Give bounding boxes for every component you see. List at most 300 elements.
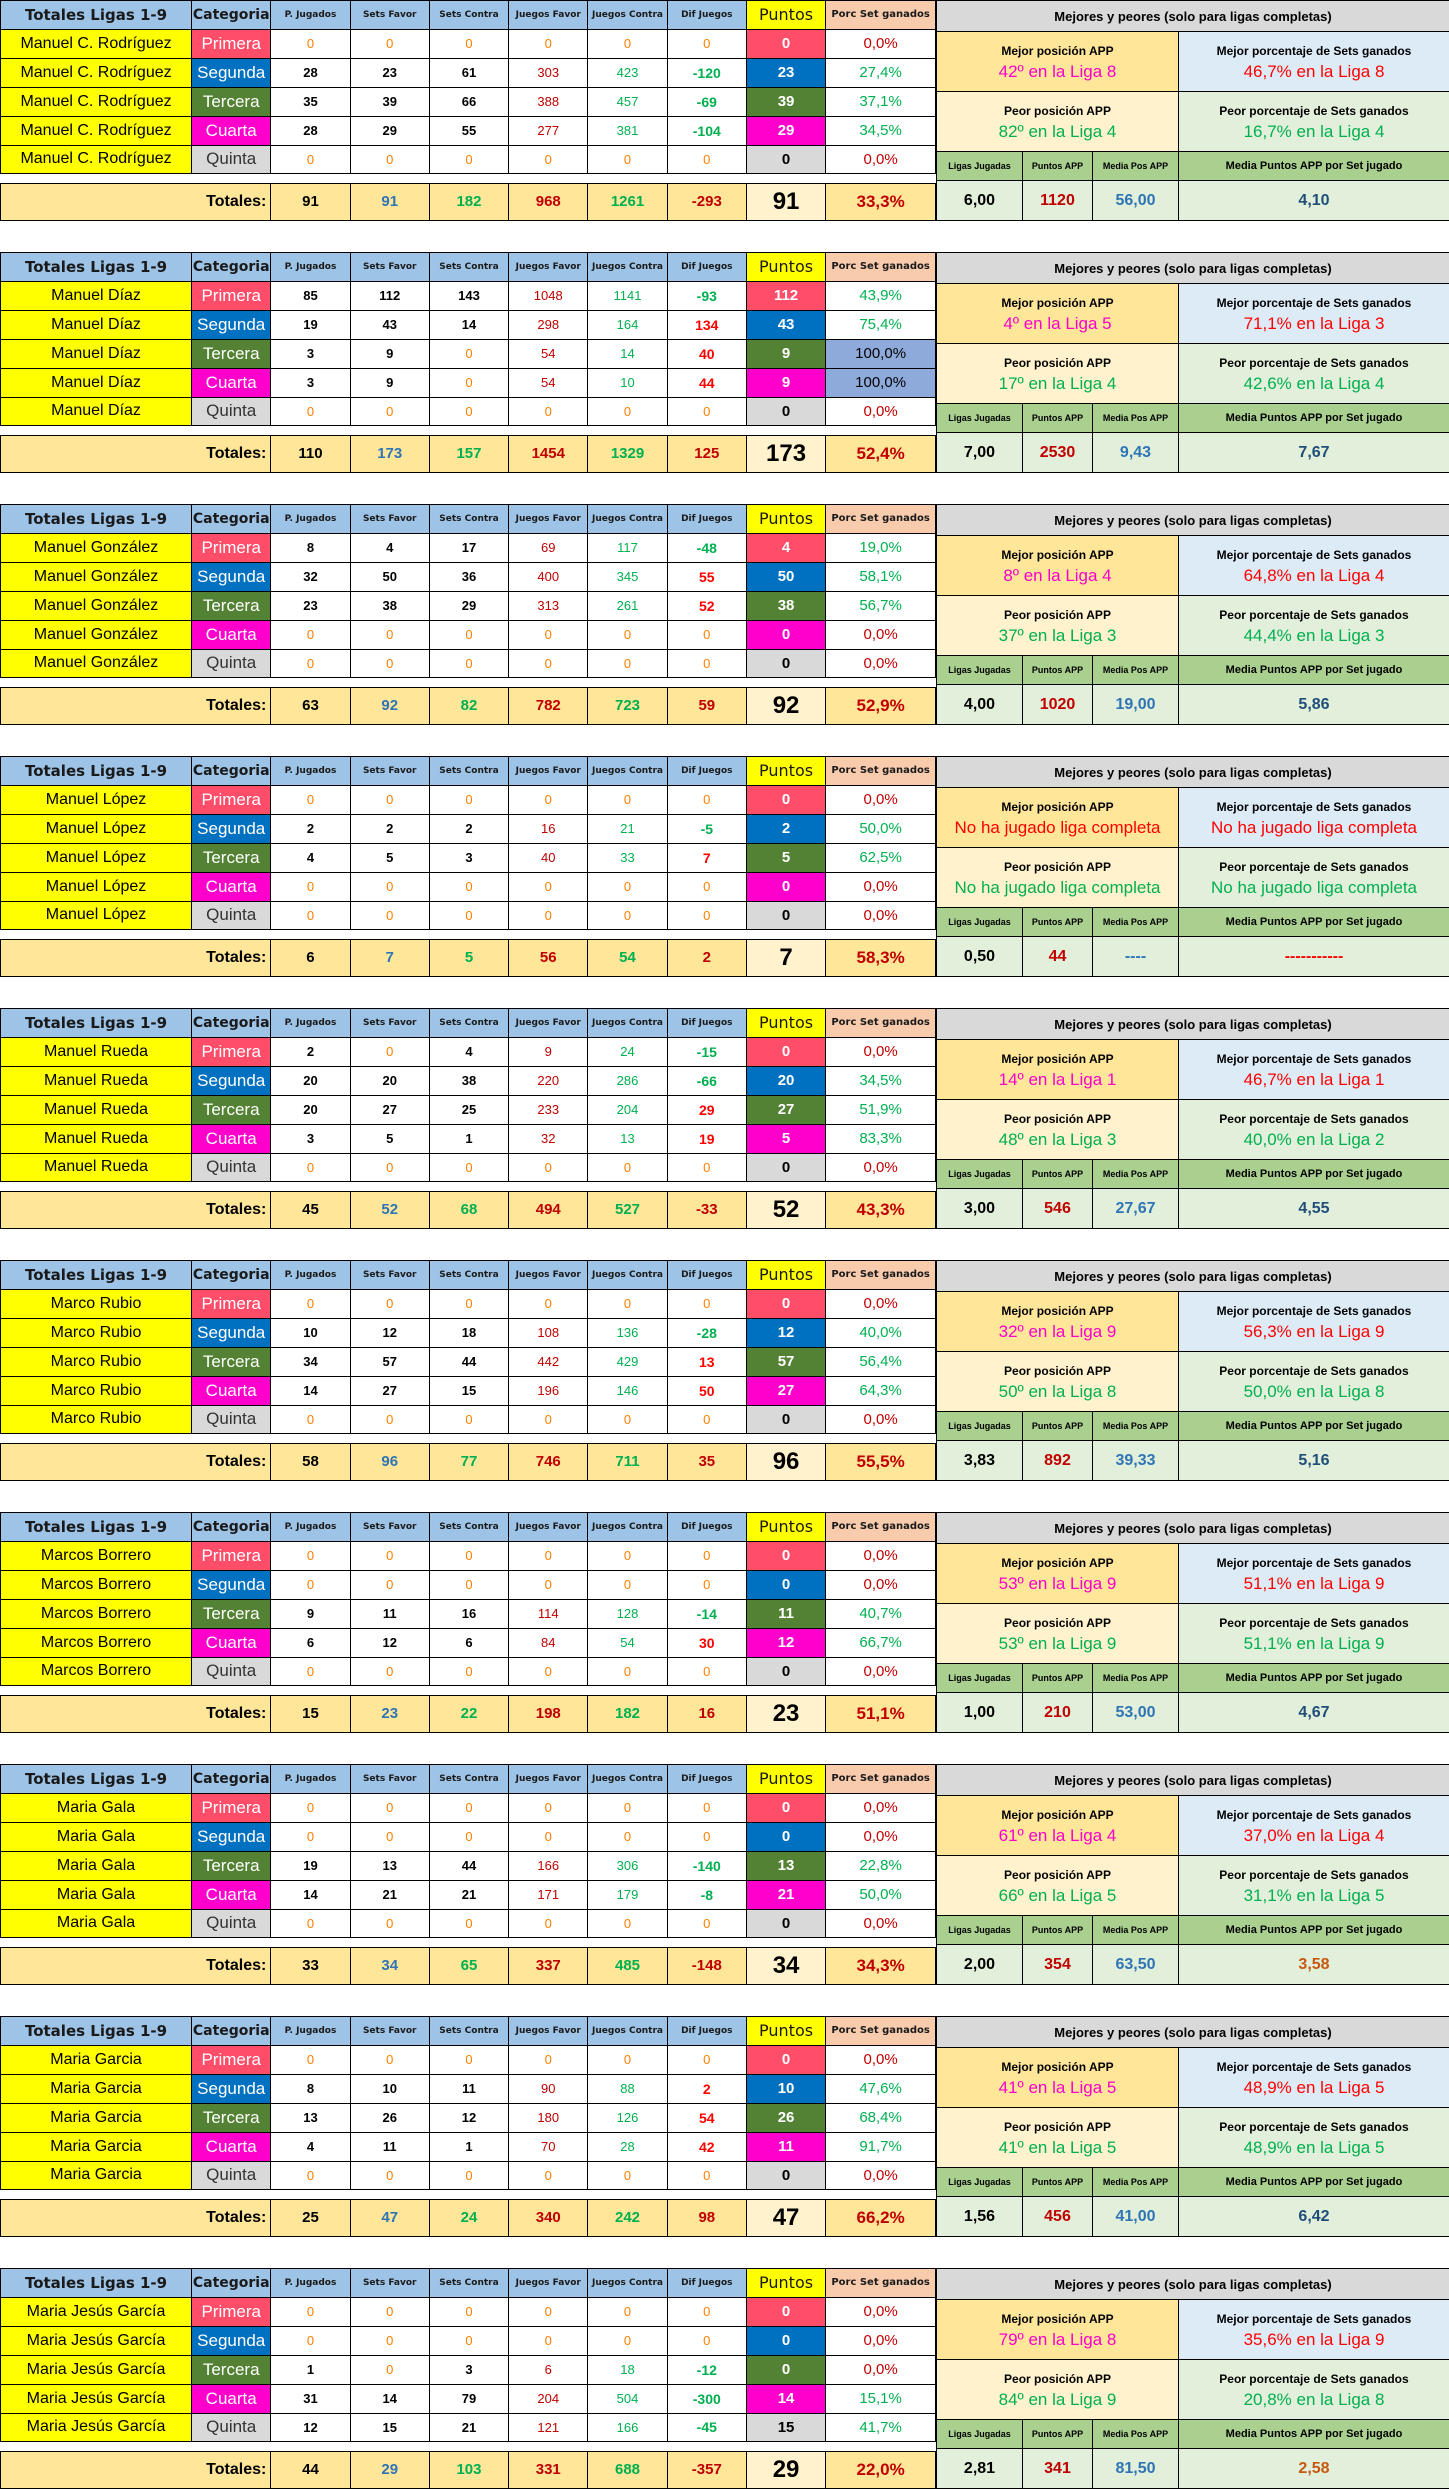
juegos-favor-cell: 277: [509, 116, 588, 145]
media-puntos-value: 4,55: [1179, 1189, 1449, 1229]
best-position-value: 61º en la Liga 4: [937, 1826, 1178, 1846]
player-table: [0, 756, 936, 977]
porc-sets-cell: 27,4%: [826, 58, 936, 87]
juegos-contra-cell: 0: [588, 1793, 667, 1822]
player-name: Manuel González: [1, 649, 192, 678]
juegos-favor-cell: 204: [509, 2384, 588, 2413]
total-dif-juegos: 16: [667, 1695, 746, 1732]
sets-favor-cell: 9: [350, 368, 429, 397]
total-porc-sets: 55,5%: [826, 1443, 936, 1480]
header-p-jugados: P. Jugados: [271, 505, 350, 534]
sets-contra-cell: 0: [429, 1570, 508, 1599]
summary-table: [936, 2268, 1449, 2489]
media-puntos-header: Media Puntos APP por Set jugado: [1179, 656, 1449, 685]
juegos-contra-cell: 0: [588, 2161, 667, 2190]
dif-juegos-cell: 55: [667, 562, 746, 591]
dif-juegos-cell: 0: [667, 1405, 746, 1434]
total-puntos: 47: [746, 2199, 825, 2236]
player-name: Manuel Rueda: [1, 1066, 192, 1095]
puntos-cell: 10: [746, 2074, 825, 2103]
dif-juegos-cell: 0: [667, 1541, 746, 1570]
best-position-label: Mejor posición APP: [937, 296, 1178, 310]
juegos-contra-cell: 14: [588, 339, 667, 368]
total-sets-contra: 5: [429, 939, 508, 976]
juegos-favor-cell: 0: [509, 2161, 588, 2190]
ligas-jugadas-value: 7,00: [937, 433, 1023, 473]
puntos-cell: 9: [746, 339, 825, 368]
worst-percentage-value: 31,1% en la Liga 5: [1179, 1886, 1449, 1906]
header-p-jugados: P. Jugados: [271, 253, 350, 282]
total-dif-juegos: 2: [667, 939, 746, 976]
summary-panel: [936, 1512, 1449, 1733]
category-label: Cuarta: [192, 116, 271, 145]
total-dif-juegos: 98: [667, 2199, 746, 2236]
juegos-contra-cell: 146: [588, 1376, 667, 1405]
dif-juegos-cell: 0: [667, 29, 746, 58]
juegos-contra-cell: 164: [588, 310, 667, 339]
header-row: [1, 757, 936, 786]
header-juegos-contra: Juegos Contra: [588, 1, 667, 30]
dif-juegos-cell: 0: [667, 872, 746, 901]
player-name: Maria Jesús García: [1, 2384, 192, 2413]
juegos-favor-cell: 0: [509, 2297, 588, 2326]
sets-favor-cell: 0: [350, 1153, 429, 1182]
best-position-value: 14º en la Liga 1: [937, 1070, 1178, 1090]
header-sets-contra: Sets Contra: [429, 757, 508, 786]
category-label: Primera: [192, 281, 271, 310]
puntos-cell: 43: [746, 310, 825, 339]
best-percentage-label: Mejor porcentaje de Sets ganados: [1179, 2312, 1449, 2326]
best-position: [937, 1040, 1179, 1100]
best-position-label: Mejor posición APP: [937, 1808, 1178, 1822]
p-jugados-cell: 9: [271, 1599, 350, 1628]
worst-position-value: 41º en la Liga 5: [937, 2138, 1178, 2158]
table-row: [1, 2074, 936, 2103]
juegos-favor-cell: 121: [509, 2413, 588, 2442]
best-position-value: 79º en la Liga 8: [937, 2330, 1178, 2350]
best-position: [937, 1292, 1179, 1352]
totals-row: [1, 939, 936, 976]
best-percentage: [1179, 2048, 1449, 2108]
juegos-contra-cell: 0: [588, 2326, 667, 2355]
summary-table: [936, 252, 1449, 473]
dif-juegos-cell: 134: [667, 310, 746, 339]
total-puntos: 34: [746, 1947, 825, 1984]
table-row: [1, 339, 936, 368]
puntos-app-value: 341: [1023, 2449, 1093, 2489]
worst-percentage-value: 40,0% en la Liga 2: [1179, 1130, 1449, 1150]
header-sets-contra: Sets Contra: [429, 1261, 508, 1290]
best-position: [937, 2048, 1179, 2108]
best-percentage: [1179, 536, 1449, 596]
best-percentage: [1179, 1040, 1449, 1100]
header-sets-contra: Sets Contra: [429, 1765, 508, 1794]
juegos-contra-cell: 0: [588, 397, 667, 426]
player-name: Maria Garcia: [1, 2103, 192, 2132]
header-juegos-contra: Juegos Contra: [588, 2017, 667, 2046]
worst-position-value: 37º en la Liga 3: [937, 626, 1178, 646]
table-row: [1, 1405, 936, 1434]
total-sets-contra: 24: [429, 2199, 508, 2236]
total-juegos-favor: 968: [509, 183, 588, 220]
puntos-app-header: Puntos APP: [1023, 656, 1093, 685]
header-puntos: Puntos: [746, 1009, 825, 1038]
p-jugados-cell: 19: [271, 310, 350, 339]
player-name: Maria Jesús García: [1, 2413, 192, 2442]
total-juegos-contra: 182: [588, 1695, 667, 1732]
table-row: [1, 1037, 936, 1066]
sets-favor-cell: 0: [350, 397, 429, 426]
totals-label: Totales:: [1, 939, 271, 976]
sets-contra-cell: 0: [429, 649, 508, 678]
worst-percentage: [1179, 2108, 1449, 2168]
porc-sets-cell: 0,0%: [826, 1037, 936, 1066]
dif-juegos-cell: 2: [667, 2074, 746, 2103]
header-title: Totales Ligas 1-9: [1, 1, 192, 30]
sets-favor-cell: 10: [350, 2074, 429, 2103]
category-label: Quinta: [192, 1405, 271, 1434]
total-juegos-favor: 337: [509, 1947, 588, 1984]
table-row: [1, 2326, 936, 2355]
sets-contra-cell: 0: [429, 901, 508, 930]
header-sets-favor: Sets Favor: [350, 1009, 429, 1038]
header-dif-juegos: Dif Juegos: [667, 2017, 746, 2046]
category-label: Segunda: [192, 310, 271, 339]
sets-favor-cell: 0: [350, 1909, 429, 1938]
player-name: Manuel C. Rodríguez: [1, 29, 192, 58]
header-juegos-favor: Juegos Favor: [509, 2017, 588, 2046]
header-puntos: Puntos: [746, 1, 825, 30]
best-position: [937, 32, 1179, 92]
sets-contra-cell: 15: [429, 1376, 508, 1405]
juegos-contra-cell: 0: [588, 1289, 667, 1318]
header-categoria: Categoria: [192, 2017, 271, 2046]
stats-value-row: [937, 1693, 1449, 1733]
total-juegos-favor: 1454: [509, 435, 588, 472]
ligas-jugadas-value: 2,81: [937, 2449, 1023, 2489]
sets-favor-cell: 27: [350, 1376, 429, 1405]
juegos-favor-cell: 180: [509, 2103, 588, 2132]
summary-panel: [936, 1260, 1449, 1481]
media-pos-header: Media Pos APP: [1093, 2420, 1179, 2449]
category-label: Tercera: [192, 591, 271, 620]
category-label: Segunda: [192, 562, 271, 591]
spacer: [1, 1182, 936, 1191]
puntos-cell: 2: [746, 814, 825, 843]
porc-sets-cell: 0,0%: [826, 785, 936, 814]
spacer-row: [1, 930, 936, 939]
porc-sets-cell: 0,0%: [826, 2355, 936, 2384]
best-position: [937, 1544, 1179, 1604]
juegos-favor-cell: 40: [509, 843, 588, 872]
p-jugados-cell: 1: [271, 2355, 350, 2384]
stats-header-row: [937, 1664, 1449, 1693]
puntos-cell: 0: [746, 901, 825, 930]
totals-label: Totales:: [1, 2451, 271, 2488]
p-jugados-cell: 0: [271, 2326, 350, 2355]
sets-contra-cell: 21: [429, 2413, 508, 2442]
puntos-cell: 0: [746, 1657, 825, 1686]
summary-table: [936, 0, 1449, 221]
puntos-cell: 50: [746, 562, 825, 591]
worst-position-value: 82º en la Liga 4: [937, 122, 1178, 142]
summary-title: Mejores y peores (solo para ligas completas): [937, 1, 1449, 32]
total-juegos-contra: 1329: [588, 435, 667, 472]
dif-juegos-cell: 0: [667, 2161, 746, 2190]
category-label: Tercera: [192, 1095, 271, 1124]
sets-contra-cell: 0: [429, 1822, 508, 1851]
dif-juegos-cell: 0: [667, 1909, 746, 1938]
porc-sets-cell: 83,3%: [826, 1124, 936, 1153]
dif-juegos-cell: -104: [667, 116, 746, 145]
sets-contra-cell: 0: [429, 2326, 508, 2355]
stats-value-row: [937, 685, 1449, 725]
player-name: Manuel Rueda: [1, 1153, 192, 1182]
puntos-app-value: 546: [1023, 1189, 1093, 1229]
sets-favor-cell: 38: [350, 591, 429, 620]
header-p-jugados: P. Jugados: [271, 757, 350, 786]
p-jugados-cell: 0: [271, 872, 350, 901]
porc-sets-cell: 0,0%: [826, 2045, 936, 2074]
table-row: [1, 116, 936, 145]
porc-sets-cell: 47,6%: [826, 2074, 936, 2103]
puntos-app-header: Puntos APP: [1023, 152, 1093, 181]
table-row: [1, 1851, 936, 1880]
summary-table: [936, 1008, 1449, 1229]
sets-contra-cell: 21: [429, 1880, 508, 1909]
sets-contra-cell: 18: [429, 1318, 508, 1347]
category-label: Quinta: [192, 2161, 271, 2190]
worst-position-value: 53º en la Liga 9: [937, 1634, 1178, 1654]
header-p-jugados: P. Jugados: [271, 1513, 350, 1542]
puntos-app-header: Puntos APP: [1023, 1916, 1093, 1945]
total-puntos: 23: [746, 1695, 825, 1732]
summary-panel: [936, 2268, 1449, 2489]
juegos-favor-cell: 0: [509, 1541, 588, 1570]
puntos-cell: 23: [746, 58, 825, 87]
porc-sets-cell: 75,4%: [826, 310, 936, 339]
table-row: [1, 2297, 936, 2326]
dif-juegos-cell: -120: [667, 58, 746, 87]
juegos-contra-cell: 261: [588, 591, 667, 620]
sets-favor-cell: 0: [350, 649, 429, 678]
worst-percentage-value: 51,1% en la Liga 9: [1179, 1634, 1449, 1654]
dif-juegos-cell: -69: [667, 87, 746, 116]
sets-contra-cell: 61: [429, 58, 508, 87]
total-juegos-contra: 485: [588, 1947, 667, 1984]
player-table: [0, 1260, 936, 1481]
category-label: Primera: [192, 1793, 271, 1822]
juegos-contra-cell: 1141: [588, 281, 667, 310]
worst-percentage-value: 44,4% en la Liga 3: [1179, 626, 1449, 646]
worst-position: [937, 344, 1179, 404]
stats-value-row: [937, 937, 1449, 977]
juegos-contra-cell: 24: [588, 1037, 667, 1066]
worst-position-value: 17º en la Liga 4: [937, 374, 1178, 394]
juegos-contra-cell: 423: [588, 58, 667, 87]
juegos-contra-cell: 0: [588, 1541, 667, 1570]
header-sets-contra: Sets Contra: [429, 1009, 508, 1038]
category-label: Tercera: [192, 843, 271, 872]
puntos-cell: 0: [746, 1037, 825, 1066]
best-position: [937, 2300, 1179, 2360]
summary-panel: [936, 1764, 1449, 1985]
media-puntos-value: 3,58: [1179, 1945, 1449, 1985]
media-puntos-value: 5,16: [1179, 1441, 1449, 1481]
media-pos-header: Media Pos APP: [1093, 908, 1179, 937]
stats-value-row: [937, 1945, 1449, 1985]
worst-position-label: Peor posición APP: [937, 1868, 1178, 1882]
dif-juegos-cell: 0: [667, 1570, 746, 1599]
table-row: [1, 1095, 936, 1124]
juegos-favor-cell: 298: [509, 310, 588, 339]
dif-juegos-cell: -48: [667, 533, 746, 562]
puntos-cell: 0: [746, 1793, 825, 1822]
spacer-row: [1, 2442, 936, 2451]
porc-sets-cell: 0,0%: [826, 2297, 936, 2326]
table-row: [1, 1347, 936, 1376]
worst-percentage-label: Peor porcentaje de Sets ganados: [1179, 2372, 1449, 2386]
spacer-row: [1, 426, 936, 435]
juegos-contra-cell: 117: [588, 533, 667, 562]
worst-position-label: Peor posición APP: [937, 1112, 1178, 1126]
puntos-cell: 4: [746, 533, 825, 562]
total-juegos-contra: 723: [588, 687, 667, 724]
puntos-app-value: 2530: [1023, 433, 1093, 473]
player-name: Maria Garcia: [1, 2074, 192, 2103]
sets-contra-cell: 14: [429, 310, 508, 339]
player-name: Maria Garcia: [1, 2132, 192, 2161]
table-row: [1, 2103, 936, 2132]
juegos-contra-cell: 0: [588, 29, 667, 58]
best-position-label: Mejor posición APP: [937, 44, 1178, 58]
total-p-jugados: 44: [271, 2451, 350, 2488]
worst-position: [937, 2360, 1179, 2420]
sets-favor-cell: 0: [350, 2161, 429, 2190]
media-puntos-header: Media Puntos APP por Set jugado: [1179, 908, 1449, 937]
sets-favor-cell: 0: [350, 145, 429, 174]
dif-juegos-cell: 52: [667, 591, 746, 620]
best-position: [937, 788, 1179, 848]
header-sets-favor: Sets Favor: [350, 1765, 429, 1794]
sets-favor-cell: 0: [350, 872, 429, 901]
sets-favor-cell: 9: [350, 339, 429, 368]
dif-juegos-cell: 7: [667, 843, 746, 872]
juegos-contra-cell: 13: [588, 1124, 667, 1153]
spacer: [1, 678, 936, 687]
category-label: Quinta: [192, 145, 271, 174]
p-jugados-cell: 4: [271, 2132, 350, 2161]
header-dif-juegos: Dif Juegos: [667, 1009, 746, 1038]
puntos-cell: 0: [746, 2326, 825, 2355]
header-porc-sets: Porc Set ganados: [826, 1765, 936, 1794]
header-categoria: Categoria: [192, 2269, 271, 2298]
header-juegos-contra: Juegos Contra: [588, 1513, 667, 1542]
player-name: Manuel Díaz: [1, 310, 192, 339]
juegos-contra-cell: 10: [588, 368, 667, 397]
dif-juegos-cell: -300: [667, 2384, 746, 2413]
sets-contra-cell: 3: [429, 2355, 508, 2384]
media-puntos-header: Media Puntos APP por Set jugado: [1179, 1412, 1449, 1441]
category-label: Tercera: [192, 1347, 271, 1376]
p-jugados-cell: 31: [271, 2384, 350, 2413]
best-position-value: 42º en la Liga 8: [937, 62, 1178, 82]
player-block: [0, 2016, 1449, 2237]
player-name: Manuel Díaz: [1, 339, 192, 368]
p-jugados-cell: 4: [271, 843, 350, 872]
best-position: [937, 536, 1179, 596]
p-jugados-cell: 23: [271, 591, 350, 620]
sets-contra-cell: 0: [429, 1657, 508, 1686]
puntos-cell: 0: [746, 2297, 825, 2326]
player-table: [0, 0, 936, 221]
media-pos-value: 39,33: [1093, 1441, 1179, 1481]
porc-sets-cell: 0,0%: [826, 872, 936, 901]
header-sets-favor: Sets Favor: [350, 2017, 429, 2046]
sets-contra-cell: 36: [429, 562, 508, 591]
porc-sets-cell: 0,0%: [826, 1570, 936, 1599]
total-porc-sets: 52,9%: [826, 687, 936, 724]
dif-juegos-cell: 44: [667, 368, 746, 397]
best-percentage: [1179, 788, 1449, 848]
worst-percentage: [1179, 1604, 1449, 1664]
total-sets-favor: 52: [350, 1191, 429, 1228]
juegos-favor-cell: 0: [509, 1822, 588, 1851]
media-pos-header: Media Pos APP: [1093, 1412, 1179, 1441]
worst-percentage: [1179, 848, 1449, 908]
summary-title: Mejores y peores (solo para ligas completas): [937, 1261, 1449, 1292]
total-sets-favor: 23: [350, 1695, 429, 1732]
category-label: Primera: [192, 1037, 271, 1066]
player-name: Manuel Rueda: [1, 1037, 192, 1066]
sets-favor-cell: 0: [350, 1541, 429, 1570]
puntos-app-header: Puntos APP: [1023, 2168, 1093, 2197]
sets-contra-cell: 143: [429, 281, 508, 310]
totals-row: [1, 1191, 936, 1228]
total-porc-sets: 66,2%: [826, 2199, 936, 2236]
header-porc-sets: Porc Set ganados: [826, 1, 936, 30]
sets-contra-cell: 0: [429, 1153, 508, 1182]
worst-position: [937, 1604, 1179, 1664]
porc-sets-cell: 50,0%: [826, 1880, 936, 1909]
sets-contra-cell: 0: [429, 1289, 508, 1318]
category-label: Segunda: [192, 2326, 271, 2355]
player-name: Manuel López: [1, 901, 192, 930]
juegos-favor-cell: 0: [509, 1153, 588, 1182]
worst-position: [937, 1100, 1179, 1160]
table-row: [1, 1153, 936, 1182]
totals-row: [1, 1443, 936, 1480]
dif-juegos-cell: 50: [667, 1376, 746, 1405]
best-position-label: Mejor posición APP: [937, 1556, 1178, 1570]
porc-sets-cell: 56,4%: [826, 1347, 936, 1376]
worst-position-value: 48º en la Liga 3: [937, 1130, 1178, 1150]
table-row: [1, 368, 936, 397]
player-name: Marco Rubio: [1, 1405, 192, 1434]
sets-contra-cell: 0: [429, 1793, 508, 1822]
total-dif-juegos: 35: [667, 1443, 746, 1480]
porc-sets-cell: 34,5%: [826, 116, 936, 145]
media-puntos-value: 2,58: [1179, 2449, 1449, 2489]
porc-sets-cell: 64,3%: [826, 1376, 936, 1405]
player-name: Marcos Borrero: [1, 1657, 192, 1686]
player-name: Maria Jesús García: [1, 2326, 192, 2355]
sets-contra-cell: 0: [429, 29, 508, 58]
dif-juegos-cell: 19: [667, 1124, 746, 1153]
puntos-cell: 0: [746, 1405, 825, 1434]
player-block: [0, 0, 1449, 221]
juegos-contra-cell: 0: [588, 145, 667, 174]
